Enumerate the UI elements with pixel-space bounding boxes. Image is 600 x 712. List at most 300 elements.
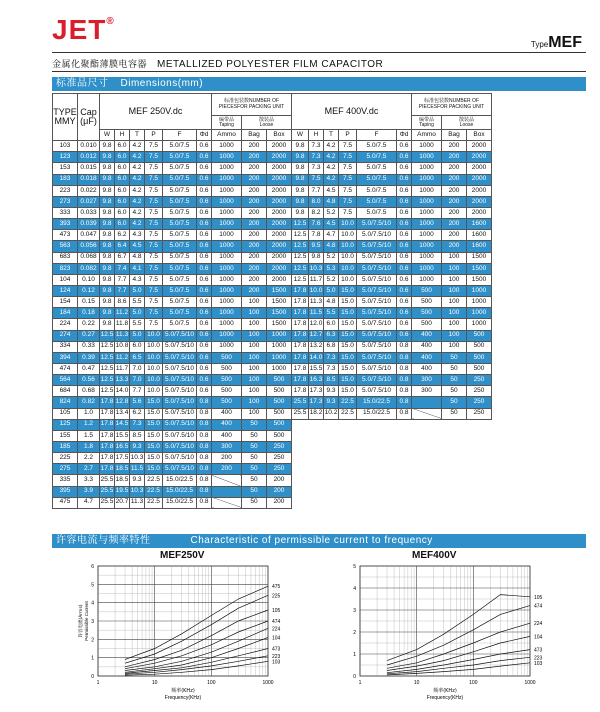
empty-cell (292, 486, 309, 497)
table-cell: 200 (442, 219, 467, 230)
empty-cell (292, 464, 309, 475)
col-250v: MEF 250V.dc (100, 94, 212, 130)
table-cell: 5.5 (130, 319, 145, 330)
table-cell: 6.7 (115, 252, 130, 263)
table-cell: 200 (242, 285, 267, 296)
table-cell: 5.0/7.5/10 (357, 263, 397, 274)
empty-cell (339, 486, 357, 497)
table-cell (212, 497, 242, 508)
table-cell: 17.8 (292, 386, 309, 397)
table-cell: 2000 (467, 152, 492, 163)
table-cell: 1000 (212, 141, 242, 152)
table-cell: 6.0 (115, 141, 130, 152)
table-cell: 100 (442, 330, 467, 341)
table-cell: 123 (53, 152, 78, 163)
table-cell: 1000 (212, 196, 242, 207)
page-title (52, 57, 383, 70)
table-cell: 17.8 (100, 464, 115, 475)
table-cell: 5.0/7.5 (163, 297, 197, 308)
col-p: P (339, 130, 357, 141)
table-cell: 7.5 (339, 163, 357, 174)
table-cell: 250 (467, 397, 492, 408)
table-cell: 683 (53, 252, 78, 263)
table-cell: 7.5 (145, 185, 163, 196)
table-cell: 500 (267, 430, 292, 441)
table-cell: 184 (53, 308, 78, 319)
table-cell: 475 (53, 497, 78, 508)
table-cell: 22.5 (145, 475, 163, 486)
table-cell: 100 (242, 297, 267, 308)
table-cell: 1000 (212, 207, 242, 218)
table-cell: 105 (53, 408, 78, 419)
table-cell: 7.5 (145, 163, 163, 174)
table-cell: 9.8 (100, 219, 115, 230)
table-cell: 0.6 (397, 263, 412, 274)
col-h: H (309, 130, 324, 141)
type-value: MEF (548, 34, 582, 51)
table-cell: 2000 (267, 141, 292, 152)
table-cell (212, 475, 242, 486)
table-cell: 2000 (267, 219, 292, 230)
table-cell: 18.2 (309, 408, 324, 419)
table-cell: 11.3 (115, 330, 130, 341)
table-cell: 4.1 (130, 263, 145, 274)
table-cell: 0.6 (197, 274, 212, 285)
empty-cell (339, 430, 357, 441)
table-cell: 1000 (412, 174, 442, 185)
table-row (53, 430, 492, 441)
empty-cell (339, 419, 357, 430)
table-cell: 25.5 (292, 408, 309, 419)
table-cell: 0.012 (78, 152, 100, 163)
table-cell: 5.0/7.5 (357, 152, 397, 163)
table-cell: 20.7 (115, 497, 130, 508)
table-row (53, 219, 492, 230)
table-cell: 1.0 (78, 408, 100, 419)
table-cell: 200 (242, 252, 267, 263)
table-cell: 10.3 (130, 453, 145, 464)
table-cell: 50 (242, 475, 267, 486)
table-cell: 0.6 (197, 141, 212, 152)
table-cell (412, 408, 442, 419)
table-cell: 185 (53, 441, 78, 452)
table-row (53, 497, 492, 508)
table-cell: 0.8 (397, 397, 412, 408)
table-cell: 5.0/7.5 (163, 241, 197, 252)
table-cell: 0.8 (397, 375, 412, 386)
table-cell: 4.2 (324, 163, 339, 174)
col-loose: 散装品 Loose (242, 116, 292, 130)
col-ammo: Ammo (212, 130, 242, 141)
table-cell: 0.8 (197, 419, 212, 430)
table-cell: 473 (53, 230, 78, 241)
table-cell: 5.0 (130, 285, 145, 296)
series-label-224: 224 (534, 621, 543, 628)
table-cell: 9.8 (292, 174, 309, 185)
series-label-223: 223 (272, 653, 281, 660)
table-row (53, 163, 492, 174)
x-axis-label-en: Frequency(KHz) (426, 695, 464, 701)
table-cell: 12.5 (100, 363, 115, 374)
table-cell: 11.8 (115, 319, 130, 330)
table-cell: 395 (53, 486, 78, 497)
y-tick-label: 2 (91, 637, 94, 644)
table-cell: 0.8 (197, 464, 212, 475)
table-cell: 9.3 (324, 397, 339, 408)
table-cell: 5.5 (130, 297, 145, 308)
table-cell: 225 (53, 453, 78, 464)
table-cell: 0.6 (397, 207, 412, 218)
table-cell: 11.2 (115, 352, 130, 363)
empty-cell (324, 464, 339, 475)
table-cell: 0.8 (397, 341, 412, 352)
table-cell: 274 (53, 330, 78, 341)
table-cell: 15.0 (145, 453, 163, 464)
table-cell: 12.5 (292, 252, 309, 263)
y-axis-label-cn: 许容电流(Arms) (79, 604, 84, 638)
table-row (53, 308, 492, 319)
empty-cell (309, 464, 324, 475)
table-cell: 9.3 (130, 441, 145, 452)
table-cell: 100 (242, 386, 267, 397)
col-p: P (145, 130, 163, 141)
table-cell: 0.027 (78, 196, 100, 207)
table-cell: 1000 (212, 319, 242, 330)
table-cell: 7.7 (115, 274, 130, 285)
table-cell: 17.3 (309, 397, 324, 408)
table-cell: 1000 (412, 141, 442, 152)
table-cell: 0.068 (78, 252, 100, 263)
table-cell: 474 (53, 363, 78, 374)
table-cell: 224 (53, 319, 78, 330)
x-tick-label: 100 (469, 680, 478, 686)
table-cell: 0.6 (397, 163, 412, 174)
table-cell: 9.8 (100, 152, 115, 163)
empty-cell (412, 497, 442, 508)
table-cell: 0.6 (197, 185, 212, 196)
table-cell: 2000 (467, 163, 492, 174)
table-cell: 0.6 (397, 274, 412, 285)
table-cell: 50 (242, 486, 267, 497)
table-cell: 100 (442, 319, 467, 330)
table-row (53, 386, 492, 397)
table-row (53, 408, 492, 419)
table-row (53, 141, 492, 152)
col-type: TYPE MMY (53, 94, 78, 141)
series-label-104: 104 (534, 634, 543, 641)
table-cell: 17.8 (100, 453, 115, 464)
table-row (53, 297, 492, 308)
table-cell: 0.6 (197, 341, 212, 352)
table-cell: 5.0/7.5/10 (357, 341, 397, 352)
table-cell: 500 (467, 352, 492, 363)
table-cell: 200 (267, 486, 292, 497)
table-cell: 5.0/7.5/10 (357, 219, 397, 230)
table-cell: 7.5 (145, 196, 163, 207)
table-cell: 125 (53, 419, 78, 430)
table-cell: 0.6 (197, 386, 212, 397)
table-cell: 9.8 (100, 297, 115, 308)
table-cell: 11.5 (309, 308, 324, 319)
table-cell: 1000 (267, 341, 292, 352)
table-cell: 5.0/7.5 (357, 196, 397, 207)
chart-mef250v (68, 548, 316, 708)
col-ammo: Ammo (412, 130, 442, 141)
table-cell: 15.0 (339, 352, 357, 363)
y-tick-label: 5 (91, 582, 94, 589)
section-title-cn: 标准品尺寸 (56, 78, 109, 89)
empty-cell (357, 430, 397, 441)
empty-cell (339, 453, 357, 464)
table-cell: 0.015 (78, 163, 100, 174)
table-cell: 5.0/7.5/10 (163, 330, 197, 341)
table-cell: 1000 (212, 241, 242, 252)
y-tick-label: 4 (353, 586, 356, 592)
table-cell: 7.5 (145, 141, 163, 152)
table-cell: 250 (267, 464, 292, 475)
table-cell: 2000 (467, 185, 492, 196)
table-row (53, 274, 492, 285)
table-cell: 6.0 (115, 152, 130, 163)
table-cell: 0.6 (197, 252, 212, 263)
empty-cell (442, 430, 467, 441)
table-cell: 5.0/7.5/10 (357, 297, 397, 308)
table-cell: 564 (53, 375, 78, 386)
table-cell: 6.4 (115, 241, 130, 252)
table-cell: 2000 (467, 174, 492, 185)
table-row (53, 207, 492, 218)
table-cell: 200 (267, 475, 292, 486)
table-cell: 5.0/7.5 (357, 207, 397, 218)
table-cell: 0.6 (197, 297, 212, 308)
table-cell: 22.5 (339, 397, 357, 408)
table-cell: 200 (242, 196, 267, 207)
section-dimensions-header (52, 77, 586, 91)
table-cell: 2000 (267, 263, 292, 274)
table-cell: 5.0/7.5/10 (357, 241, 397, 252)
table-cell: 12.5 (100, 352, 115, 363)
table-row (53, 397, 492, 408)
table-cell: 11.2 (115, 308, 130, 319)
col-400v: MEF 400V.dc (292, 94, 412, 130)
table-cell: 1600 (467, 230, 492, 241)
table-cell: 4.2 (324, 141, 339, 152)
table-cell: 17.8 (100, 397, 115, 408)
table-cell: 22.5 (145, 497, 163, 508)
table-cell: 100 (242, 308, 267, 319)
table-cell: 0.8 (397, 363, 412, 374)
table-cell: 10.0 (145, 386, 163, 397)
table-cell: 100 (242, 341, 267, 352)
table-cell: 0.6 (197, 263, 212, 274)
table-cell: 5.0/7.5 (163, 152, 197, 163)
table-cell: 0.10 (78, 274, 100, 285)
table-cell: 10.2 (324, 408, 339, 419)
table-cell: 250 (267, 441, 292, 452)
table-cell: 300 (212, 441, 242, 452)
table-cell: 10.0 (339, 274, 357, 285)
table-cell: 0.6 (197, 174, 212, 185)
table-cell: 200 (242, 141, 267, 152)
table-cell: 7.7 (309, 185, 324, 196)
divider (52, 71, 586, 72)
table-cell: 9.8 (100, 230, 115, 241)
series-label-474: 474 (534, 603, 543, 610)
table-cell: 7.5 (145, 274, 163, 285)
table-cell: 0.12 (78, 285, 100, 296)
table-cell: 12.5 (292, 219, 309, 230)
table-cell: 4.2 (130, 185, 145, 196)
series-label-473: 473 (534, 647, 543, 654)
table-cell: 7.5 (339, 196, 357, 207)
table-cell: 200 (442, 174, 467, 185)
table-cell: 2000 (467, 207, 492, 218)
empty-cell (467, 486, 492, 497)
table-cell: 6.3 (324, 330, 339, 341)
table-cell: 100 (242, 375, 267, 386)
table-cell: 17.3 (309, 386, 324, 397)
table-cell: 7.5 (145, 230, 163, 241)
table-cell: 10.0 (339, 219, 357, 230)
table-cell: 7.5 (145, 174, 163, 185)
table-cell: 1600 (467, 219, 492, 230)
table-cell: 1000 (212, 308, 242, 319)
empty-cell (412, 453, 442, 464)
table-cell: 22.5 (145, 486, 163, 497)
table-cell: 9.8 (292, 185, 309, 196)
table-cell: 10.3 (130, 486, 145, 497)
empty-cell (467, 419, 492, 430)
empty-cell (324, 430, 339, 441)
empty-cell (467, 453, 492, 464)
table-cell: 0.68 (78, 386, 100, 397)
table-cell: 1000 (412, 185, 442, 196)
table-cell: 200 (442, 241, 467, 252)
section2-title-cn: 许容电流与频率特性 (56, 535, 151, 546)
table-cell: 17.8 (100, 408, 115, 419)
table-cell: 17.8 (292, 297, 309, 308)
table-cell: 200 (442, 185, 467, 196)
table-cell: 0.6 (397, 141, 412, 152)
table-cell: 100 (442, 263, 467, 274)
table-row (53, 285, 492, 296)
table-cell: 9.8 (292, 207, 309, 218)
table-cell: 0.033 (78, 207, 100, 218)
table-cell: 8.5 (324, 375, 339, 386)
series-label-105: 105 (534, 594, 543, 601)
table-cell: 1000 (267, 330, 292, 341)
table-cell: 15.0 (339, 285, 357, 296)
table-cell: 10.0 (339, 263, 357, 274)
table-cell: 4.3 (130, 274, 145, 285)
x-tick-label: 1000 (262, 680, 274, 686)
table-cell: 4.2 (130, 196, 145, 207)
table-row (53, 263, 492, 274)
table-cell: 100 (442, 297, 467, 308)
table-cell: 14.0 (309, 352, 324, 363)
table-cell: 1000 (412, 241, 442, 252)
divider (52, 52, 586, 53)
table-cell: 5.0/7.5/10 (357, 308, 397, 319)
table-cell: 5.0/7.5 (163, 285, 197, 296)
table-cell: 0.6 (197, 352, 212, 363)
x-tick-label: 100 (207, 680, 216, 686)
table-cell: 0.056 (78, 241, 100, 252)
table-cell: 4.8 (324, 196, 339, 207)
table-cell: 7.5 (145, 263, 163, 274)
table-cell: 4.2 (130, 141, 145, 152)
table-cell: 0.6 (197, 308, 212, 319)
table-cell: 5.0/7.5/10 (357, 363, 397, 374)
table-cell: 7.5 (339, 141, 357, 152)
table-cell: 1000 (212, 174, 242, 185)
empty-cell (324, 441, 339, 452)
table-cell: 5.0/7.5/10 (163, 386, 197, 397)
title-cn: 金属化聚酯薄膜电容器 (52, 60, 148, 70)
table-cell: 500 (212, 352, 242, 363)
table-cell: 0.8 (397, 386, 412, 397)
empty-cell (292, 475, 309, 486)
table-cell: 9.8 (100, 263, 115, 274)
table-cell: 394 (53, 352, 78, 363)
table-cell: 100 (442, 285, 467, 296)
empty-cell (357, 419, 397, 430)
table-cell: 5.0/7.5/10 (163, 419, 197, 430)
empty-cell (397, 453, 412, 464)
table-cell: 7.5 (145, 252, 163, 263)
table-cell: 10.0 (145, 341, 163, 352)
table-cell: 13.2 (309, 341, 324, 352)
table-row (53, 174, 492, 185)
table-cell: 2000 (267, 274, 292, 285)
series-label-103: 103 (534, 660, 543, 667)
table-cell: 100 (242, 330, 267, 341)
table-cell: 10.0 (339, 241, 357, 252)
table-cell: 1000 (412, 196, 442, 207)
table-cell: 275 (53, 464, 78, 475)
empty-cell (412, 464, 442, 475)
table-cell: 1000 (412, 152, 442, 163)
table-cell: 1500 (267, 308, 292, 319)
table-cell: 17.8 (292, 308, 309, 319)
table-cell: 0.6 (197, 163, 212, 174)
table-cell: 11.5 (130, 464, 145, 475)
table-cell: 19.5 (115, 486, 130, 497)
y-tick-label: 3 (91, 619, 94, 625)
table-cell: 5.0/7.5 (357, 163, 397, 174)
table-cell: 183 (53, 174, 78, 185)
table-cell: 10.8 (115, 341, 130, 352)
table-cell: 15.5 (115, 430, 130, 441)
table-cell: 12.5 (100, 386, 115, 397)
table-cell: 0.6 (397, 285, 412, 296)
table-cell: 0.039 (78, 219, 100, 230)
table-cell: 563 (53, 241, 78, 252)
empty-cell (442, 497, 467, 508)
table-cell: 4.7 (78, 497, 100, 508)
table-cell: 273 (53, 196, 78, 207)
empty-cell (292, 441, 309, 452)
series-label-105: 105 (272, 608, 281, 614)
table-cell: 250 (467, 408, 492, 419)
table-cell: 9.8 (100, 241, 115, 252)
table-cell: 200 (242, 207, 267, 218)
series-label-224: 224 (272, 626, 281, 633)
table-cell: 9.8 (309, 252, 324, 263)
table-cell: 15.0 (339, 386, 357, 397)
empty-cell (397, 464, 412, 475)
table-cell: 5.0 (130, 330, 145, 341)
